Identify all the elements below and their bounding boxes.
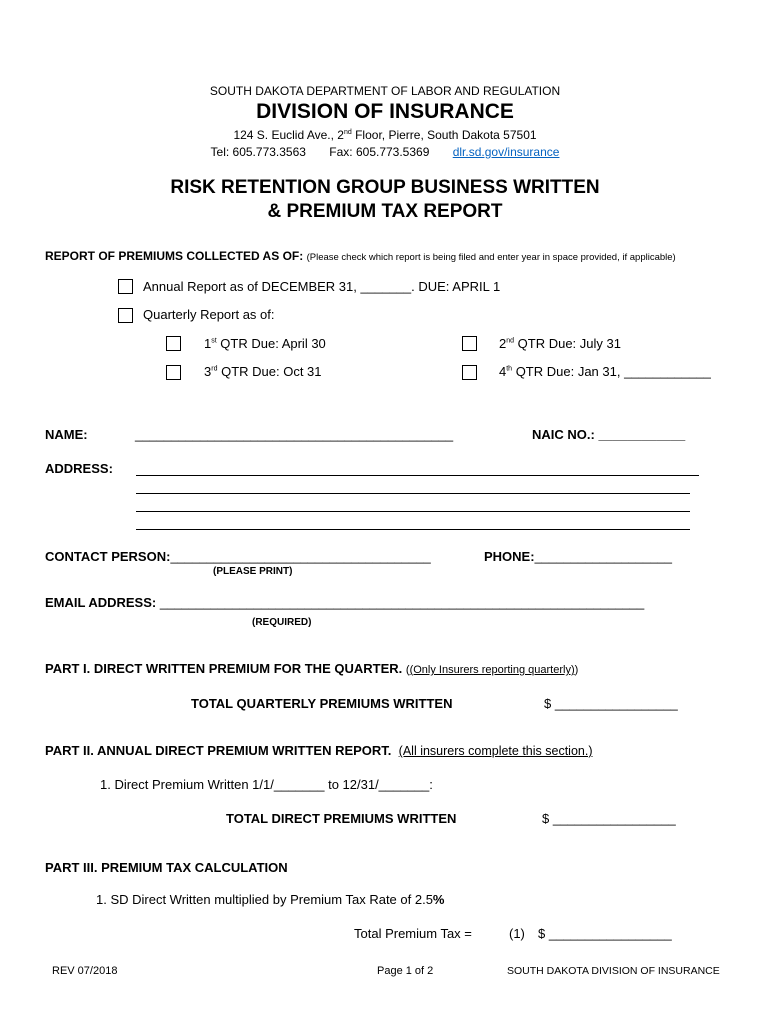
part3-heading: PART III. PREMIUM TAX CALCULATION	[45, 860, 288, 875]
email-text: EMAIL ADDRESS:	[45, 595, 157, 610]
part2-heading	[45, 743, 593, 758]
annual-report-checkbox[interactable]	[118, 279, 133, 294]
total-premium-tax-ref: (1)	[509, 926, 525, 941]
naic-field[interactable]: NAIC NO.: ____________	[532, 427, 686, 442]
required-note: (REQUIRED)	[252, 617, 312, 628]
report-title-line1: RISK RETENTION GROUP BUSINESS WRITTEN	[170, 177, 600, 198]
contact-person-field[interactable]: ____________________________________	[170, 549, 431, 564]
quarterly-report-label: Quarterly Report as of:	[143, 307, 275, 322]
total-premium-tax-amount[interactable]: $ _________________	[538, 926, 672, 941]
total-premium-tax-label: Total Premium Tax =	[354, 926, 472, 941]
q3-label	[204, 364, 322, 379]
q2-sup: nd	[506, 337, 515, 345]
q2-text: QTR Due: July 31	[514, 336, 621, 351]
total-quarterly-label: TOTAL QUARTERLY PREMIUMS WRITTEN	[191, 696, 453, 711]
q1-text: QTR Due: April 30	[216, 336, 326, 351]
q3-text: QTR Due: Oct 31	[217, 364, 322, 379]
telephone: Tel: 605.773.3563	[210, 145, 306, 159]
address-part2: Floor, Pierre, South Dakota 57501	[351, 128, 537, 142]
report-title-line2: & PREMIUM TAX REPORT	[267, 201, 503, 222]
page-number: Page 1 of 2	[377, 965, 434, 977]
part2-title: PART II. ANNUAL DIRECT PREMIUM WRITTEN REPORT.	[45, 743, 392, 758]
report-of-note: (Please check which report is being filed and enter year in space provided, if applicable)	[306, 252, 676, 263]
part1-note-wrap: ((Only Insurers reporting quarterly))	[405, 664, 579, 676]
q1-label	[204, 336, 326, 351]
q2-label	[499, 336, 621, 351]
total-direct-amount[interactable]: $ _________________	[542, 811, 676, 826]
total-direct-label: TOTAL DIRECT PREMIUMS WRITTEN	[226, 811, 457, 826]
q4-sup: th	[506, 365, 513, 373]
phone-field[interactable]: ___________________	[534, 549, 672, 564]
phone-label	[484, 549, 672, 564]
quarterly-report-checkbox[interactable]	[118, 308, 133, 323]
q3-number: 3	[204, 364, 212, 379]
address-line-4[interactable]	[136, 529, 690, 530]
department-name: SOUTH DAKOTA DEPARTMENT OF LABOR AND REGULATION	[209, 84, 561, 98]
q3-checkbox[interactable]	[166, 365, 181, 380]
part3-item1-pct: %	[432, 892, 445, 907]
website-link[interactable]: dlr.sd.gov/insurance	[452, 145, 560, 159]
address-part1: 124 S. Euclid Ave., 2	[233, 128, 344, 142]
name-field[interactable]: ____________________________________________	[135, 427, 454, 442]
office-address	[0, 128, 770, 142]
q4-label	[499, 364, 711, 379]
part2-note: (All insurers complete this section.)	[398, 744, 593, 758]
q4-text: QTR Due: Jan 31, ____________	[512, 364, 711, 379]
q1-number: 1	[204, 336, 212, 351]
address-line-3[interactable]	[136, 511, 690, 512]
q1-checkbox[interactable]	[166, 336, 181, 351]
revision-date: REV 07/2018	[52, 965, 118, 977]
please-print-note: (PLEASE PRINT)	[213, 566, 293, 577]
part1-dot: .	[398, 661, 403, 676]
phone-text: PHONE:	[484, 549, 535, 564]
q4-number: 4	[499, 364, 507, 379]
name-label: NAME:	[45, 427, 88, 442]
q3-sup: rd	[211, 365, 218, 373]
address-line-1[interactable]	[136, 475, 699, 476]
email-label	[45, 595, 644, 610]
address-line-2[interactable]	[136, 493, 690, 494]
q2-checkbox[interactable]	[462, 336, 477, 351]
q2-number: 2	[499, 336, 507, 351]
division-title: DIVISION OF INSURANCE	[256, 100, 514, 123]
fax: Fax: 605.773.5369	[329, 145, 430, 159]
email-field[interactable]: ___________________________________________________________________	[159, 595, 645, 610]
contact-person-text: CONTACT PERSON:	[45, 549, 171, 564]
footer-org: SOUTH DAKOTA DIVISION OF INSURANCE	[507, 965, 720, 977]
contact-person-label	[45, 549, 431, 564]
part1-note: (Only Insurers reporting quarterly)	[409, 664, 575, 676]
part2-item1[interactable]: 1. Direct Premium Written 1/1/_______ to 12/31/_______:	[100, 777, 433, 792]
part1-heading	[45, 661, 578, 676]
report-of-heading	[45, 249, 676, 263]
part1-title: PART I. DIRECT WRITTEN PREMIUM FOR THE QUARTER	[45, 661, 399, 676]
contact-line	[0, 145, 770, 159]
q4-checkbox[interactable]	[462, 365, 477, 380]
total-quarterly-amount[interactable]: $ _________________	[544, 696, 678, 711]
annual-report-label: Annual Report as of DECEMBER 31, _______. DUE: APRIL 1	[143, 279, 501, 294]
address-label: ADDRESS:	[45, 461, 113, 476]
q1-sup: st	[211, 337, 217, 345]
address-sup: nd	[343, 129, 352, 136]
part3-item1	[96, 892, 444, 907]
part3-item1-text: 1. SD Direct Written multiplied by Premium Tax Rate of 2.5	[96, 892, 433, 907]
report-of-label: REPORT OF PREMIUMS COLLECTED AS OF:	[45, 249, 304, 263]
